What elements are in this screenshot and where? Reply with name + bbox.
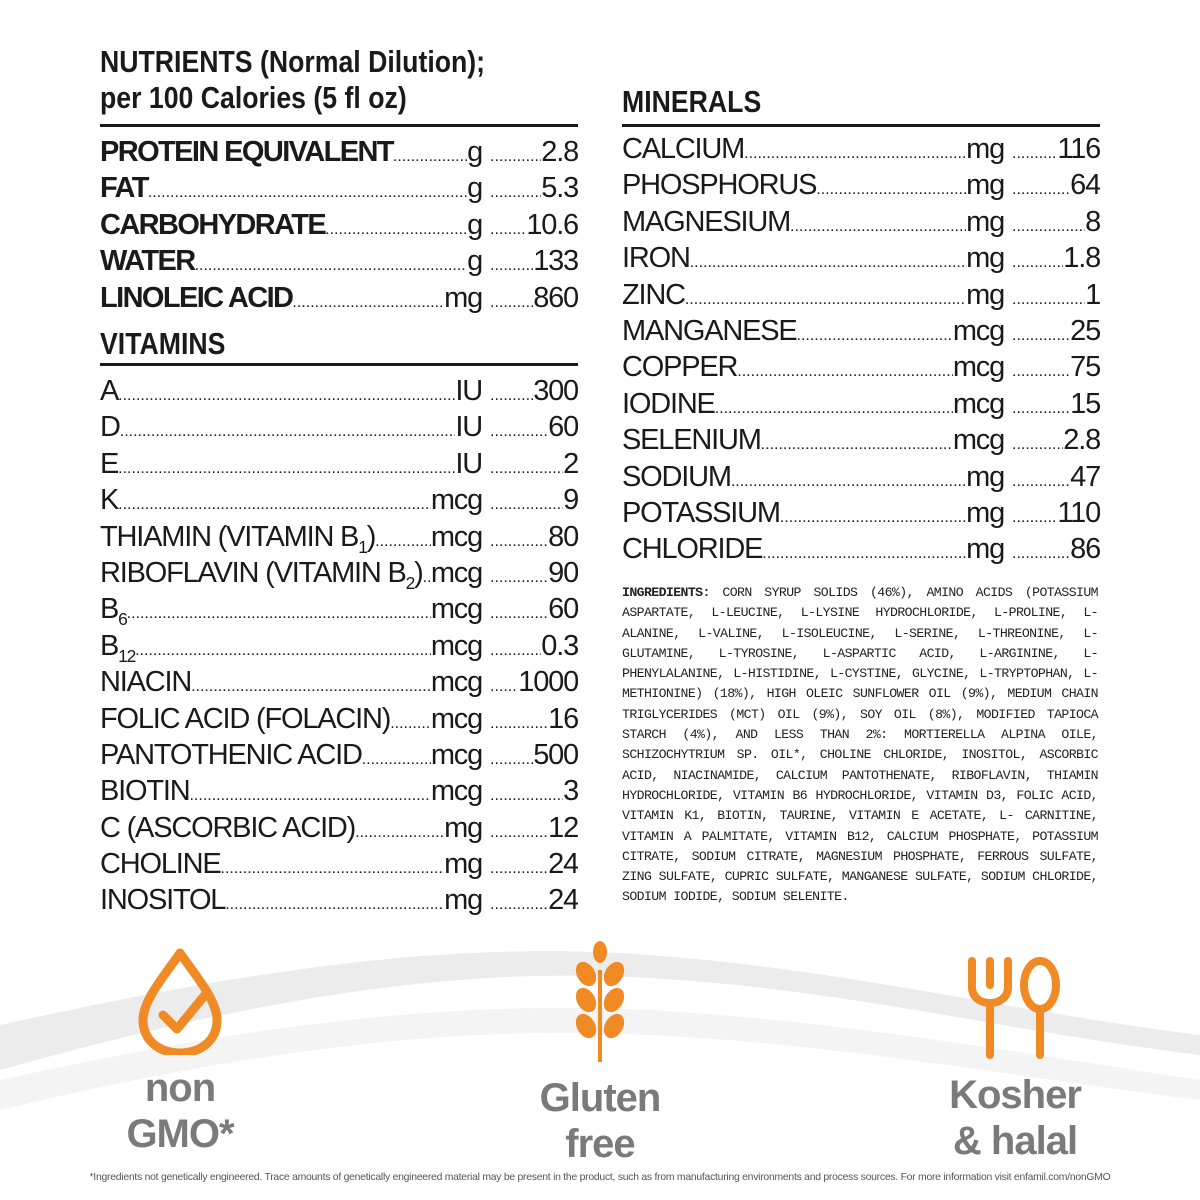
- row-value-number: 24: [548, 848, 578, 881]
- nutrients-table: [100, 134, 578, 316]
- row-value: [1004, 386, 1100, 427]
- leader-dots: [737, 349, 953, 390]
- leader-dots: [685, 277, 966, 318]
- row-name: A: [100, 375, 119, 407]
- table-row: [100, 664, 578, 700]
- row-unit: IU: [455, 411, 482, 444]
- row-unit: mg: [444, 811, 482, 844]
- value-dots: [482, 628, 541, 669]
- gluten-free-line1: Gluten: [539, 1076, 661, 1120]
- vitamins-heading: VITAMINS: [100, 326, 226, 361]
- table-row: [100, 207, 578, 243]
- row-value: [482, 846, 578, 887]
- value-dots: [482, 591, 548, 632]
- value-dots: [482, 243, 533, 284]
- row-unit: g: [467, 172, 482, 205]
- table-row: [622, 167, 1100, 203]
- row-value: [482, 409, 578, 450]
- row-value-number: 3: [563, 775, 578, 808]
- row-value-number: 1.8: [1063, 242, 1100, 275]
- ingredients-label: INGREDIENTS:: [622, 585, 710, 600]
- row-value: [482, 373, 578, 414]
- row-name: INOSITOL: [100, 884, 226, 917]
- row-value: [1004, 240, 1100, 281]
- row-value-number: 9: [563, 484, 578, 517]
- value-dots: [1004, 167, 1070, 208]
- row-name: NIACIN: [100, 666, 192, 699]
- value-dots: [1004, 240, 1063, 281]
- leader-dots: [761, 422, 953, 463]
- row-value-number: 133: [533, 245, 578, 278]
- row-name: K: [100, 484, 119, 517]
- leader-dots: [127, 591, 431, 632]
- row-value: [482, 810, 578, 851]
- table-row: [622, 313, 1100, 349]
- row-value-number: 2.8: [1063, 424, 1100, 457]
- leader-dots: [744, 131, 966, 172]
- value-dots: [482, 482, 563, 523]
- row-name: THIAMIN (VITAMIN $B_1$): [100, 520, 376, 557]
- value-dots: [1004, 313, 1070, 354]
- leader-dots: [355, 810, 444, 851]
- row-unit: mg: [966, 205, 1004, 238]
- row-unit: mcg: [430, 702, 482, 735]
- table-row: [100, 737, 578, 773]
- row-name: $B_{12}$: [100, 629, 136, 666]
- leader-dots: [195, 243, 468, 284]
- row-name: CHOLINE: [100, 848, 221, 881]
- leader-dots: [390, 701, 431, 742]
- table-row: [622, 386, 1100, 422]
- row-value: [1004, 167, 1100, 208]
- row-name: IODINE: [622, 387, 715, 420]
- row-value-number: 0.3: [541, 629, 578, 662]
- row-unit: mg: [966, 460, 1004, 493]
- table-row: [100, 134, 578, 170]
- table-row: [100, 591, 578, 630]
- row-name: CARBOHYDRATE: [100, 208, 326, 241]
- nutrients-rule: [100, 124, 578, 127]
- row-unit: mcg: [430, 738, 482, 771]
- row-name: FAT: [100, 172, 148, 205]
- row-name: CHLORIDE: [622, 533, 763, 566]
- value-dots: [482, 207, 526, 248]
- row-value: [1004, 495, 1100, 536]
- value-dots: [482, 846, 548, 887]
- table-row: [100, 519, 578, 555]
- value-dots: [482, 555, 548, 596]
- row-unit: mcg: [952, 424, 1004, 457]
- row-name: SODIUM: [622, 460, 731, 493]
- leader-dots: [189, 773, 430, 814]
- row-unit: mcg: [430, 520, 482, 553]
- gluten-free-line2: free: [565, 1122, 635, 1166]
- row-name: C (ASCORBIC ACID): [100, 811, 356, 844]
- value-dots: [482, 664, 518, 705]
- row-name: MANGANESE: [622, 314, 797, 347]
- value-dots: [482, 409, 548, 450]
- row-value: [482, 737, 578, 778]
- row-value: [482, 280, 578, 321]
- leader-dots: [731, 459, 966, 500]
- row-unit: g: [467, 245, 482, 278]
- nutrients-heading-line1: NUTRIENTS (Normal Dilution);: [100, 44, 486, 79]
- leader-dots: [790, 204, 966, 245]
- row-unit: mg: [444, 884, 482, 917]
- row-value: [482, 207, 578, 248]
- row-name: IRON: [622, 242, 690, 275]
- value-dots: [1004, 131, 1057, 172]
- row-value: [482, 591, 578, 632]
- table-row: [622, 459, 1100, 495]
- non-gmo-badge: [100, 945, 260, 1157]
- leader-dots: [118, 446, 455, 487]
- row-value-number: 47: [1070, 460, 1100, 493]
- ingredients-text: CORN SYRUP SOLIDS (46%), AMINO ACIDS (POTASSIUM ASPARTATE, L-LEUCINE, L-LYSINE HYDROCHLORIDE, L-PROLINE, L-ALANINE, L-VALINE, L-ISOLEUCINE, L-SERINE, L-THREONINE, L-GLUTAMINE, L-TYROSINE, L-ASPARTIC ACID, L-ARGININE, L-PHENYLALANINE, L-HISTIDINE, L-CYSTINE, GLYCINE, L-TRYPTOPHAN, L-METHIONINE) (18%), HIGH OLEIC SUNFLOWER OIL (9%), MEDIUM CHAIN TRIGLYCERIDES (MCT) OIL (9%), SOY OIL (8%), MODIFIED TAPIOCA STARCH (4%), AND LESS THAN 2%: MORTIERELLA ALPINA OILE, SCHIZOCHYTRIUM SP. OIL*, CHOLINE CHLORIDE, INOSITOL, ASCORBIC ACID, NIACINAMIDE, CALCIUM PANTOTHENATE, RIBOFLAVIN, THIAMIN HYDROCHLORIDE, VITAMIN B6 HYDROCHLORIDE, VITAMIN D3, FOLIC ACID, VITAMIN K1, BIOTIN, TAURINE, VITAMIN E ACETATE, L- CARNITINE, VITAMIN A PALMITATE, VITAMIN B12, CALCIUM PHOSPHATE, POTASSIUM CITRATE, SODIUM CITRATE, MAGNESIUM PHOSPHATE, FERROUS SULFATE, ZING SULFATE, CUPRIC SULFATE, MANGANESE SULFATE, SODIUM CHLORIDE, SODIUM IODIDE, SODIUM SELENITE.: [622, 585, 1098, 905]
- value-dots: [1004, 459, 1070, 500]
- row-value: [482, 134, 578, 175]
- row-value: [482, 664, 578, 705]
- row-value: [1004, 204, 1100, 245]
- row-value-number: 90: [548, 556, 578, 589]
- row-value: [482, 519, 578, 560]
- table-row: [100, 243, 578, 279]
- row-value-number: 300: [533, 375, 578, 407]
- row-unit: IU: [455, 375, 482, 407]
- row-value-number: 75: [1070, 351, 1100, 384]
- row-value-number: 24: [548, 884, 578, 917]
- row-value-number: 5.3: [541, 172, 578, 205]
- value-dots: [482, 519, 548, 560]
- table-row: [100, 170, 578, 206]
- kosher-halal-line2: & halal: [952, 1119, 1078, 1163]
- table-row: [622, 531, 1100, 567]
- row-value-number: 1: [1085, 278, 1100, 311]
- row-name: CALCIUM: [622, 133, 745, 165]
- minerals-table: [622, 131, 1100, 568]
- row-unit: mg: [966, 496, 1004, 529]
- minerals-heading: MINERALS: [622, 84, 762, 119]
- row-unit: mcg: [430, 593, 482, 626]
- row-value-number: 10.6: [526, 208, 578, 241]
- row-value: [482, 701, 578, 742]
- leader-dots: [816, 167, 966, 208]
- table-row: [100, 373, 578, 409]
- row-name: WATER: [100, 245, 195, 278]
- row-value-number: 116: [1057, 133, 1100, 165]
- row-name: PROTEIN EQUIVALENT: [100, 136, 393, 168]
- row-unit: mcg: [430, 556, 482, 589]
- table-row: [100, 555, 578, 591]
- row-value-number: 15: [1070, 387, 1100, 420]
- leader-dots: [221, 846, 445, 887]
- row-unit: mcg: [430, 484, 482, 517]
- row-unit: mg: [966, 133, 1004, 165]
- row-value: [482, 773, 578, 814]
- kosher-halal-badge: [925, 955, 1105, 1164]
- non-gmo-line2: GMO*: [126, 1112, 234, 1156]
- row-value: [1004, 459, 1100, 500]
- row-value-number: 1000: [518, 666, 578, 699]
- table-row: [100, 409, 578, 445]
- row-value: [1004, 349, 1100, 390]
- value-dots: [1004, 277, 1085, 318]
- row-value: [482, 446, 578, 487]
- row-value: [1004, 422, 1100, 463]
- value-dots: [1004, 349, 1070, 390]
- row-value-number: 110: [1057, 496, 1100, 529]
- row-unit: mg: [966, 533, 1004, 566]
- table-row: [622, 240, 1100, 276]
- water-drop-check-icon: [125, 945, 235, 1055]
- row-value-number: 60: [548, 593, 578, 626]
- row-name: SELENIUM: [622, 424, 761, 457]
- value-dots: [482, 373, 533, 414]
- row-name: FOLIC ACID (FOLACIN): [100, 702, 391, 735]
- row-value: [482, 628, 578, 669]
- row-name: PHOSPHORUS: [622, 169, 817, 202]
- row-value-number: 2.8: [541, 136, 578, 168]
- table-row: [100, 773, 578, 809]
- nutrients-heading-line2: per 100 Calories (5 fl oz): [100, 80, 407, 115]
- table-row: [622, 277, 1100, 313]
- value-dots: [1004, 386, 1070, 427]
- row-name: ZINC: [622, 278, 685, 311]
- value-dots: [482, 446, 563, 487]
- wheat-icon: [560, 940, 640, 1065]
- leader-dots: [797, 313, 953, 354]
- row-name: RIBOFLAVIN (VITAMIN $B_2$): [100, 556, 423, 593]
- minerals-rule: [622, 124, 1100, 127]
- row-value: [482, 482, 578, 523]
- leader-dots: [225, 882, 444, 923]
- row-unit: IU: [455, 447, 482, 480]
- row-name: $B_6$: [100, 593, 127, 630]
- table-row: [100, 882, 578, 918]
- fork-spoon-icon: [960, 955, 1070, 1060]
- row-value-number: 60: [548, 411, 578, 444]
- table-row: [622, 349, 1100, 385]
- value-dots: [1004, 422, 1063, 463]
- table-row: [100, 280, 578, 316]
- row-unit: mg: [966, 169, 1004, 202]
- row-unit: mcg: [430, 666, 482, 699]
- row-name: E: [100, 447, 119, 480]
- leader-dots: [135, 628, 431, 669]
- row-unit: mg: [444, 281, 482, 314]
- value-dots: [482, 737, 533, 778]
- table-row: [100, 446, 578, 482]
- table-row: [622, 422, 1100, 458]
- value-dots: [482, 134, 541, 175]
- table-row: [100, 810, 578, 846]
- row-name: PANTOTHENIC ACID: [100, 738, 362, 771]
- table-row: [100, 482, 578, 518]
- footnote: *Ingredients not genetically engineered. Trace amounts of genetically engineered material may be present in the product, such as from manufacturing environments and process sources. For more information visit enfamil.com/nonGMO: [89, 1172, 1111, 1183]
- row-value-number: 64: [1070, 169, 1100, 202]
- leader-dots: [191, 664, 431, 705]
- row-value: [482, 170, 578, 211]
- value-dots: [1004, 531, 1070, 572]
- value-dots: [482, 773, 563, 814]
- table-row: [622, 495, 1100, 531]
- ingredients-list: [622, 583, 1098, 908]
- row-value: [1004, 531, 1100, 572]
- row-unit: mcg: [430, 775, 482, 808]
- row-name: BIOTIN: [100, 775, 190, 808]
- table-row: [100, 701, 578, 737]
- row-name: D: [100, 411, 120, 444]
- row-value: [1004, 277, 1100, 318]
- row-value: [1004, 131, 1100, 172]
- leader-dots: [148, 170, 467, 211]
- table-row: [100, 846, 578, 882]
- vitamins-table: [100, 373, 578, 919]
- row-unit: mcg: [952, 387, 1004, 420]
- leader-dots: [393, 134, 467, 175]
- row-value: [1004, 313, 1100, 354]
- row-unit: g: [467, 136, 482, 168]
- leader-dots: [375, 519, 431, 560]
- table-row: [100, 628, 578, 664]
- row-value-number: 12: [548, 811, 578, 844]
- leader-dots: [423, 555, 431, 596]
- value-dots: [482, 280, 533, 321]
- row-name: COPPER: [622, 351, 738, 384]
- row-value-number: 8: [1085, 205, 1100, 238]
- leader-dots: [325, 207, 467, 248]
- row-name: LINOLEIC ACID: [100, 281, 293, 314]
- vitamins-rule: [100, 363, 578, 366]
- row-value-number: 86: [1070, 533, 1100, 566]
- row-unit: mcg: [952, 314, 1004, 347]
- value-dots: [1004, 495, 1057, 536]
- row-unit: mg: [966, 242, 1004, 275]
- row-unit: mg: [966, 278, 1004, 311]
- leader-dots: [292, 280, 444, 321]
- row-unit: mcg: [952, 351, 1004, 384]
- row-unit: g: [467, 208, 482, 241]
- table-row: [622, 131, 1100, 167]
- value-dots: [482, 882, 548, 923]
- kosher-halal-line1: Kosher: [949, 1073, 1081, 1117]
- leader-dots: [762, 531, 966, 572]
- row-value: [482, 882, 578, 923]
- value-dots: [1004, 204, 1085, 245]
- leader-dots: [120, 409, 456, 450]
- row-value-number: 80: [548, 520, 578, 553]
- row-value-number: 860: [533, 281, 578, 314]
- row-value: [482, 555, 578, 596]
- row-unit: mg: [444, 848, 482, 881]
- row-name: POTASSIUM: [622, 496, 780, 529]
- table-row: [622, 204, 1100, 240]
- leader-dots: [690, 240, 966, 281]
- row-value-number: 25: [1070, 314, 1100, 347]
- leader-dots: [715, 386, 953, 427]
- row-value-number: 2: [563, 447, 578, 480]
- row-value-number: 500: [533, 738, 578, 771]
- leader-dots: [118, 373, 455, 414]
- value-dots: [482, 701, 548, 742]
- leader-dots: [118, 482, 431, 523]
- row-value: [482, 243, 578, 284]
- nutrients-heading: [100, 44, 548, 116]
- non-gmo-line1: non: [144, 1066, 216, 1110]
- row-value-number: 16: [548, 702, 578, 735]
- gluten-free-badge: [520, 940, 680, 1167]
- leader-dots: [780, 495, 966, 536]
- value-dots: [482, 810, 548, 851]
- value-dots: [482, 170, 541, 211]
- leader-dots: [362, 737, 431, 778]
- row-name: MAGNESIUM: [622, 205, 791, 238]
- row-unit: mcg: [430, 629, 482, 662]
